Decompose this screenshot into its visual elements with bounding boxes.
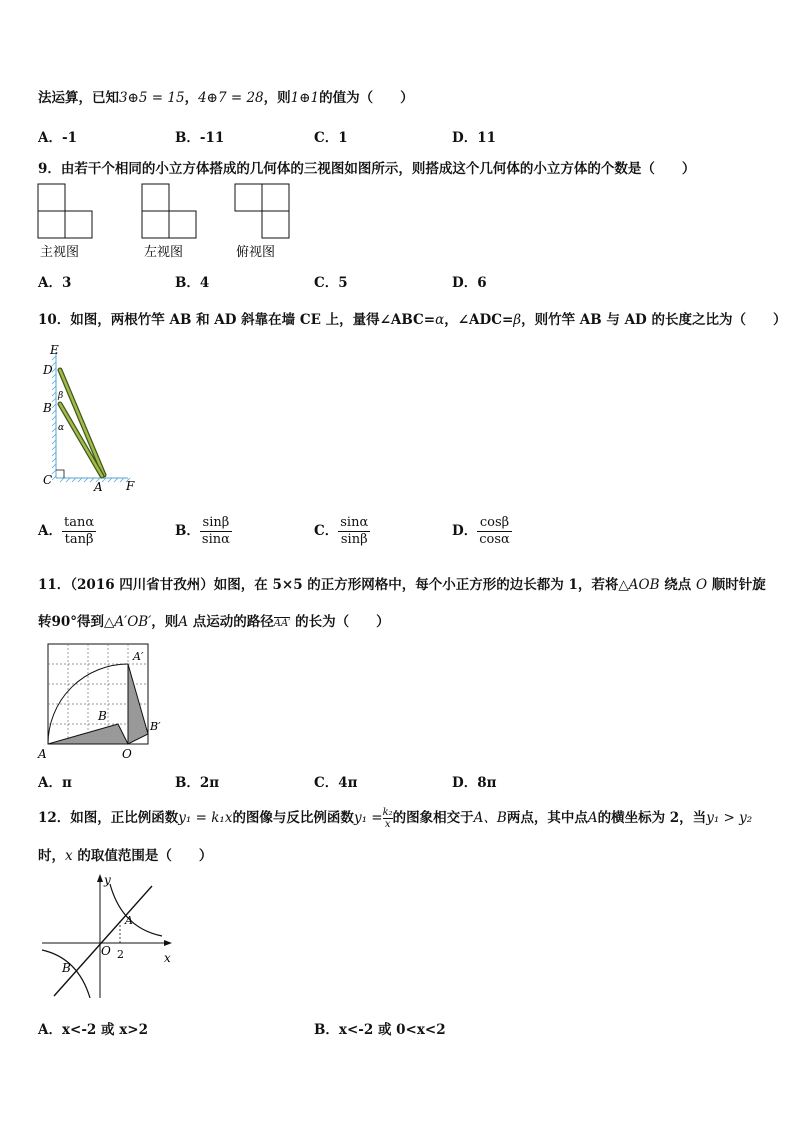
point-b-label: B [43,401,52,415]
q8-target: 1⊕1 [290,90,320,106]
q10-beta: β [513,312,522,328]
q8-prefix: 法运算，已知 [38,90,119,106]
q10-option-b-label: B． [175,523,200,539]
q8-option-c[interactable]: C．1 [314,130,348,146]
q8-mid: ，则 [263,90,291,106]
q10-option-d-num: cosβ [477,515,512,532]
left-view-label: 左视图 [144,245,184,260]
q10-option-d-fraction [477,515,512,548]
q10-stem-b: ，∠ADC= [444,312,514,328]
q12-stem-line1 [38,806,752,830]
q10-option-c[interactable] [314,515,370,548]
q10-option-d-label: D． [452,523,478,539]
q8-option-b[interactable]: B．-11 [175,130,225,146]
q9-option-c[interactable]: C．5 [314,275,348,291]
q9-three-views-figure [36,182,296,260]
q12-cond: y₁ > y₂ [706,810,753,826]
q8-given2: 4⊕7 = 28 [198,90,264,106]
q10-option-a-den: tanβ [64,532,94,547]
q10-stem-c: ，则竹竿 AB 与 AD 的长度之比为（ ） [521,312,787,328]
q10-option-c-fraction [338,515,370,548]
q12-f2-left: y₁ = [353,810,383,826]
q10-option-a-num: tanα [63,515,95,530]
q11-tri2: △A′OB′ [104,614,152,630]
grid-point-a-label: A [38,747,47,761]
q12-line2-a: 时， [38,848,65,864]
q10-option-b-den: sinα [201,532,230,547]
q12-function-graph [38,872,178,1002]
graph-point-b-label: B [62,961,71,975]
graph-y-axis-label: y [104,873,111,887]
q10-option-a-fraction [62,515,96,548]
point-f-label: F [126,479,135,493]
q11-line1-b: 绕点 [659,577,696,593]
q12-f2-num: k₂ [382,807,393,818]
q10-alpha: α [435,312,445,328]
q12-stem-e: 的横坐标为 2，当 [597,810,707,826]
q10-option-b-fraction [200,515,232,548]
q12-f1: y₁ = k₁x [178,810,233,826]
q10-option-b-num: sinβ [200,515,232,532]
q8-sep: ， [184,90,199,106]
q12-line2-b: 的取值范围是（ ） [72,848,213,864]
q11-option-c[interactable]: C．4π [314,775,358,791]
q9-stem: 9．由若干个相同的小立方体搭成的几何体的三视图如图所示，则搭成这个几何体的小立方体的个数是（ ） [38,161,696,177]
q10-option-c-label: C． [314,523,339,539]
q8-option-d[interactable]: D．11 [452,130,496,146]
q9-option-b[interactable]: B．4 [175,275,210,291]
graph-tick-2-label: 2 [117,948,124,961]
graph-point-a-label: A [125,914,133,927]
q11-option-a[interactable]: A．π [38,775,72,791]
q11-option-d[interactable]: D．8π [452,775,497,791]
q10-option-a[interactable] [38,515,96,548]
q12-stem-c: 的图象相交于 [392,810,474,826]
q11-line2-d: 的长为（ ） [290,614,390,630]
q11-line1-a: 11．（2016 四川省甘孜州）如图，在 5×5 的正方形网格中，每个小正方形的边长都为 1，若将 [38,577,619,593]
grid-point-b-label: B [98,709,107,723]
q11-stem-line2 [38,610,390,630]
point-c-label: C [43,473,53,487]
q11-tri: △AOB [618,577,660,593]
q12-f2-den: x [384,819,391,830]
q11-line2-a: 转90°得到 [38,614,105,630]
q8-option-a[interactable]: A．-1 [38,130,77,146]
q10-stem-a: 10．如图，两根竹竿 AB 和 AD 斜靠在墙 CE 上，量得∠ABC= [38,312,436,328]
top-view-label: 俯视图 [236,245,276,260]
q10-bamboo-figure [38,342,148,494]
q9-option-d[interactable]: D．6 [452,275,487,291]
q10-option-d[interactable] [452,515,512,548]
point-d-label: D [43,363,53,377]
q12-stem-d: 两点，其中点 [506,810,588,826]
q11-line1-c: 顺时针旋 [707,577,766,593]
q12-var: x [65,848,73,864]
q10-option-d-den: cosα [479,532,510,547]
angle-beta-label: β [58,391,64,401]
point-e-label: E [50,343,59,357]
point-a-label: A [94,480,103,494]
q12-stem-b: 的图像与反比例函数 [232,810,354,826]
q8-given1: 3⊕5 = 15 [119,90,185,106]
q8-stem [38,86,414,106]
q11-option-b[interactable]: B．2π [175,775,220,791]
q12-option-b[interactable]: B．x<-2 或 0<x<2 [314,1022,446,1038]
q10-option-a-label: A． [38,523,62,539]
grid-point-b-prime-label: B′ [150,720,161,733]
q11-point-a: A [178,614,189,630]
q10-option-b[interactable] [175,515,232,548]
q11-grid-figure [36,642,166,762]
q11-point-o: O [695,577,708,593]
q10-option-c-den: sinβ [340,532,368,547]
q12-f2-fraction [383,807,393,830]
main-view-label: 主视图 [40,245,80,260]
q12-option-a[interactable]: A．x<-2 或 x>2 [38,1022,148,1038]
q12-pa: A [587,810,598,826]
grid-point-o-label: O [122,747,132,761]
q11-line2-b: ，则 [151,614,179,630]
q10-option-c-num: sinα [340,515,369,530]
angle-alpha-label: α [58,423,65,433]
graph-origin-label: O [101,944,111,958]
q9-option-a[interactable]: A．3 [38,275,72,291]
q12-stem-line2 [38,844,212,864]
q10-stem [38,308,786,328]
q12-stem-a: 12．如图，正比例函数 [38,810,179,826]
graph-x-axis-label: x [164,951,171,965]
q11-line2-c: 点运动的路径 [188,614,274,630]
q8-suffix: 的值为（ ） [319,90,414,106]
grid-point-a-prime-label: A′ [133,650,144,663]
q11-arc: AA′ [273,618,291,629]
q11-stem-line1 [38,573,766,593]
q12-pts: A、B [473,810,507,826]
